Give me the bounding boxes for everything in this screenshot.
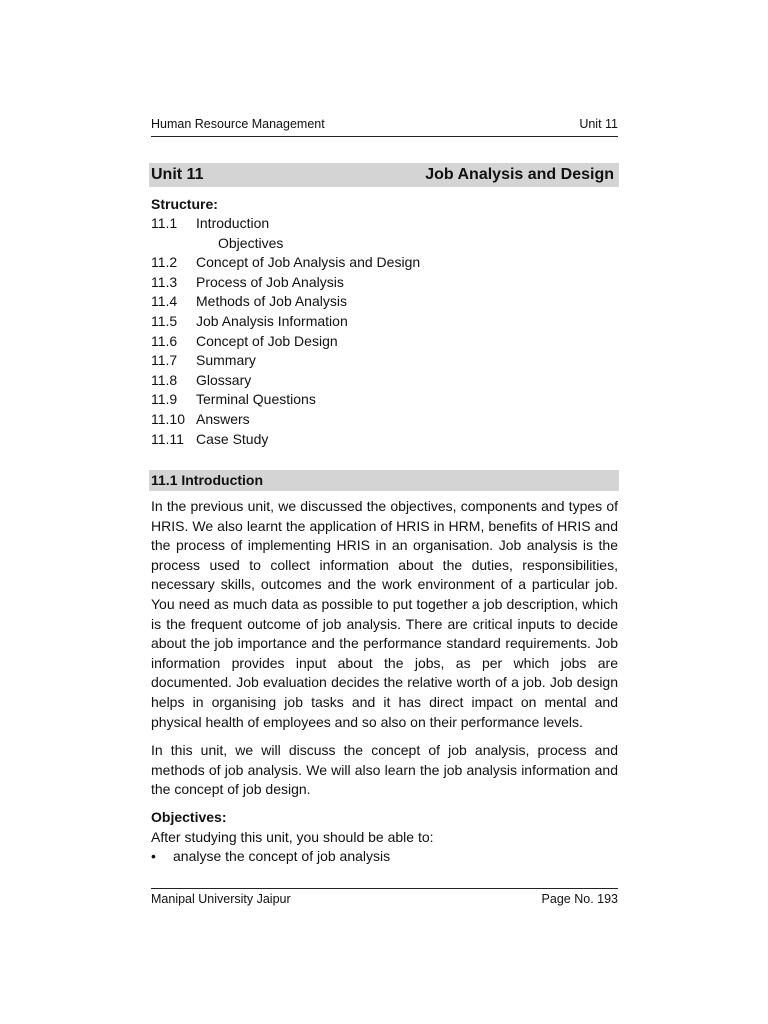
toc-item bbox=[151, 292, 420, 312]
toc-item bbox=[151, 214, 420, 234]
toc-number: 11.8 bbox=[151, 371, 178, 388]
footer-university: Manipal University Jaipur bbox=[151, 892, 291, 906]
header-course-title: Human Resource Management bbox=[151, 117, 325, 131]
toc-number: 11.5 bbox=[151, 312, 178, 329]
section-heading: 11.1 Introduction bbox=[149, 470, 619, 491]
objectives-block bbox=[151, 808, 434, 867]
toc-number: 11.2 bbox=[151, 254, 178, 271]
footer-rule bbox=[151, 888, 618, 889]
toc-item bbox=[151, 371, 420, 391]
structure-heading: Structure: bbox=[151, 196, 218, 212]
toc-sub-label: Objectives bbox=[218, 234, 284, 251]
footer-page-number: Page No. 193 bbox=[541, 892, 618, 906]
toc-number: 11.3 bbox=[151, 273, 178, 290]
header-unit-label: Unit 11 bbox=[579, 117, 618, 131]
toc-item bbox=[151, 390, 420, 410]
objectives-heading: Objectives: bbox=[151, 809, 227, 825]
structure-toc bbox=[151, 194, 420, 449]
toc-label: Glossary bbox=[196, 371, 252, 388]
toc-item bbox=[151, 332, 420, 352]
toc-item bbox=[151, 273, 420, 293]
toc-label: Terminal Questions bbox=[196, 391, 316, 408]
toc-label: Answers bbox=[196, 410, 250, 427]
toc-label: Job Analysis Information bbox=[196, 312, 348, 329]
toc-item bbox=[151, 253, 420, 273]
toc-number: 11.1 bbox=[151, 215, 178, 231]
objective-item bbox=[151, 847, 434, 867]
toc-item bbox=[151, 410, 420, 430]
intro-paragraph-2: In this unit, we will discuss the concept of job analysis, process and methods of job analysis. We will also learn the job analysis information and the concept of job design. bbox=[151, 742, 618, 798]
toc-number: 11.10 bbox=[151, 410, 185, 427]
toc-subitem bbox=[151, 234, 420, 254]
bullet-icon: • bbox=[151, 848, 156, 865]
toc-item bbox=[151, 351, 420, 371]
toc-number: 11.11 bbox=[151, 430, 184, 447]
page-footer bbox=[151, 892, 618, 906]
toc-number: 11.7 bbox=[151, 352, 178, 369]
toc-label: Concept of Job Design bbox=[196, 332, 338, 349]
toc-label: Introduction bbox=[196, 215, 270, 231]
toc-label: Summary bbox=[196, 352, 256, 369]
toc-label: Process of Job Analysis bbox=[196, 273, 344, 290]
header-rule bbox=[151, 136, 618, 137]
toc-item bbox=[151, 312, 420, 332]
unit-title: Job Analysis and Design bbox=[425, 166, 614, 183]
unit-number: Unit 11 bbox=[151, 166, 204, 183]
page-header bbox=[151, 117, 618, 131]
objectives-intro: After studying this unit, you should be able to: bbox=[151, 828, 434, 845]
toc-number: 11.9 bbox=[151, 391, 178, 408]
toc-label: Concept of Job Analysis and Design bbox=[196, 254, 421, 271]
intro-paragraph-1: In the previous unit, we discussed the objectives, components and types of HRIS. We also learnt the application of HRIS in HRM, benefits of HRIS and the process of implementing HRIS in an organisation. Job analysis is the process used to collect information about the duties, responsibilities, necessary skills, outcomes and the work environment of a particular job. You need as much data as possible to put together a job description, which is the frequent outcome of job analysis. There are critical inputs to decide about the job importance and the performance standard requirements. Job information provides input about the jobs, as per which jobs are documented. Job evaluation decides the relative worth of a job. Job design helps in organising job tasks and it has direct impact on mental and physical health of employees and so also on their performance levels. bbox=[151, 498, 618, 730]
toc-label: Case Study bbox=[196, 430, 269, 447]
toc-label: Methods of Job Analysis bbox=[196, 293, 347, 310]
unit-title-bar bbox=[149, 163, 619, 187]
toc-item bbox=[151, 430, 420, 450]
toc-number: 11.4 bbox=[151, 293, 178, 310]
toc-number: 11.6 bbox=[151, 332, 178, 349]
objective-text: analyse the concept of job analysis bbox=[173, 848, 391, 865]
